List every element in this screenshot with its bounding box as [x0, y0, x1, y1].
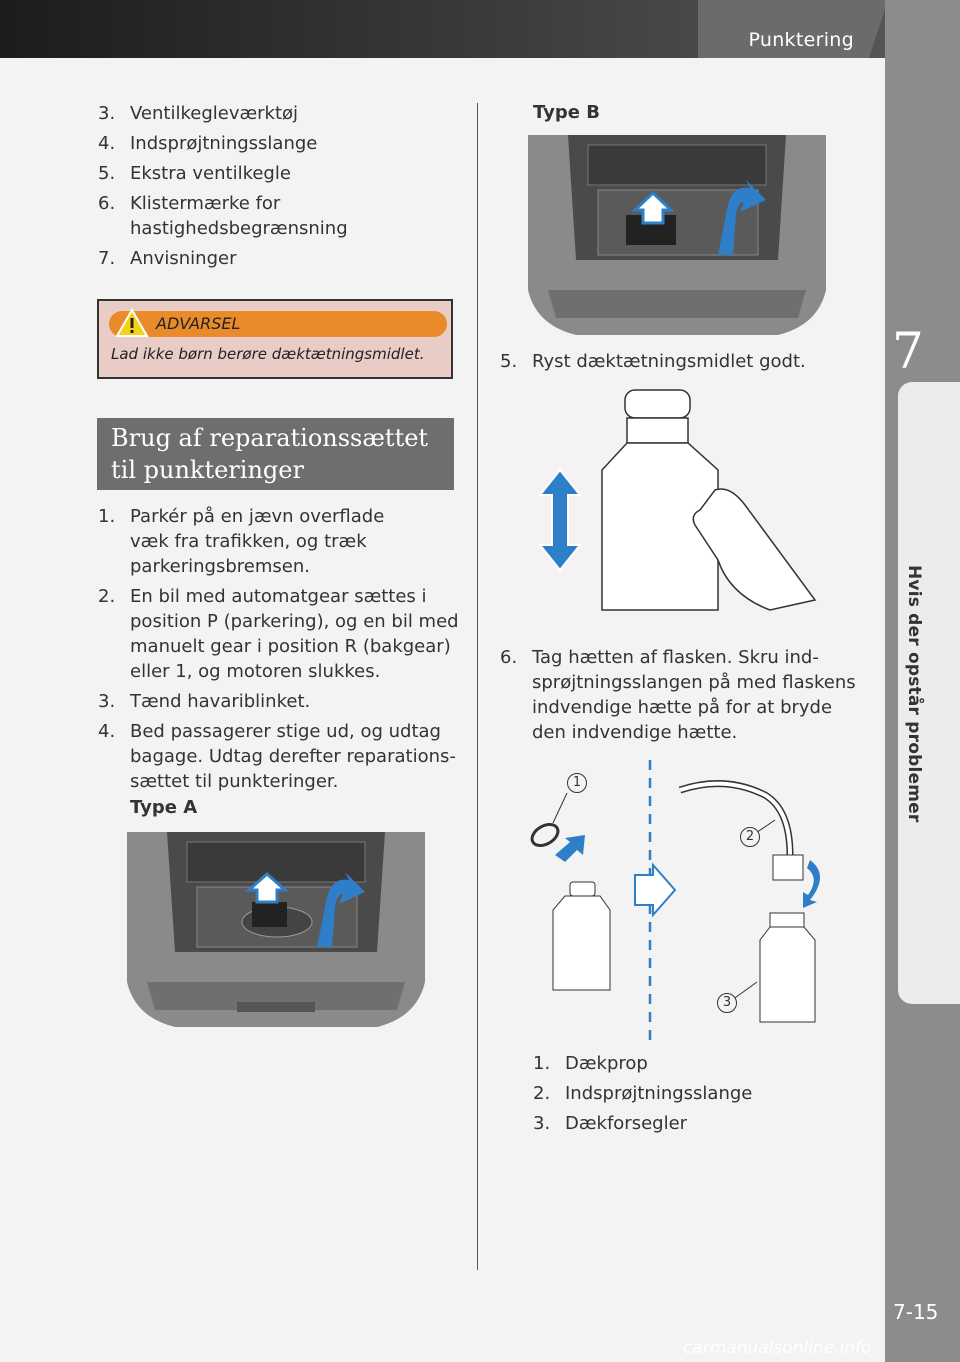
chapter-title: Hvis der opstår problemer: [904, 565, 924, 823]
section-heading-text: Brug af reparationssættet til punkteringer: [111, 424, 429, 484]
type-b-label: Type B: [533, 102, 600, 123]
warning-title: ADVARSEL: [156, 314, 241, 333]
callout-2: 2: [740, 827, 760, 847]
step-item: 2. En bil med automatgear sættes i position P (parkering), og en bil med manuelt gear i position R (bakgear) eller 1, og motoren slukkes.: [98, 586, 459, 682]
column-divider: [477, 103, 478, 1270]
step-list: [98, 504, 468, 799]
step-item: 6. Tag hætten af flasken. Skru ind- sprøjtningsslangen på med flaskens indvendige hætte på for at bryde den indvendige hætte.: [500, 647, 856, 743]
page-number: 7-15: [893, 1300, 939, 1324]
legend-item: 3. Dækforsegler: [533, 1113, 688, 1134]
list-item: 7. Anvisninger: [98, 248, 237, 269]
hose-attach-illustration: [525, 760, 845, 1045]
step-item: 3. Tænd havariblinket.: [98, 691, 311, 712]
list-item: 3. Ventilkegleværktøj: [98, 103, 299, 124]
warning-triangle-icon: [115, 308, 149, 338]
list-item: 6. Klistermærke for hastighedsbegrænsning: [98, 193, 348, 239]
callout-1: 1: [567, 773, 587, 793]
chapter-number: 7: [892, 322, 924, 380]
type-a-label: Type A: [130, 797, 198, 818]
warning-box: [97, 299, 453, 379]
step-item: 4. Bed passagerer stige ud, og udtag bagage. Udtag derefter reparations- sættet til punkteringer.: [98, 721, 456, 792]
section-title: Punktering: [748, 29, 854, 51]
section-heading: [97, 418, 454, 490]
step-list-right: [500, 349, 880, 379]
warning-text: Lad ikke børn berøre dæktætningsmidlet.: [111, 345, 425, 363]
kit-item-list: [98, 101, 458, 276]
callout-3: 3: [717, 993, 737, 1013]
legend-item: 2. Indsprøjtningsslange: [533, 1083, 753, 1104]
step-item: 1. Parkér på en jævn overflade væk fra trafikken, og træk parkeringsbremsen.: [98, 506, 385, 577]
list-item: 4. Indsprøjtningsslange: [98, 133, 318, 154]
trunk-type-a-illustration: [127, 832, 425, 1032]
legend-item: 1. Dækprop: [533, 1053, 648, 1074]
parts-legend: [533, 1051, 833, 1141]
step-item: 5. Ryst dæktætningsmidlet godt.: [500, 351, 806, 372]
shake-bottle-illustration: [530, 385, 820, 615]
step-list-right-2: [500, 645, 880, 750]
list-item: 5. Ekstra ventilkegle: [98, 163, 291, 184]
watermark-text: carmanualsonline.info: [683, 1338, 872, 1358]
trunk-type-b-illustration: [528, 135, 826, 340]
